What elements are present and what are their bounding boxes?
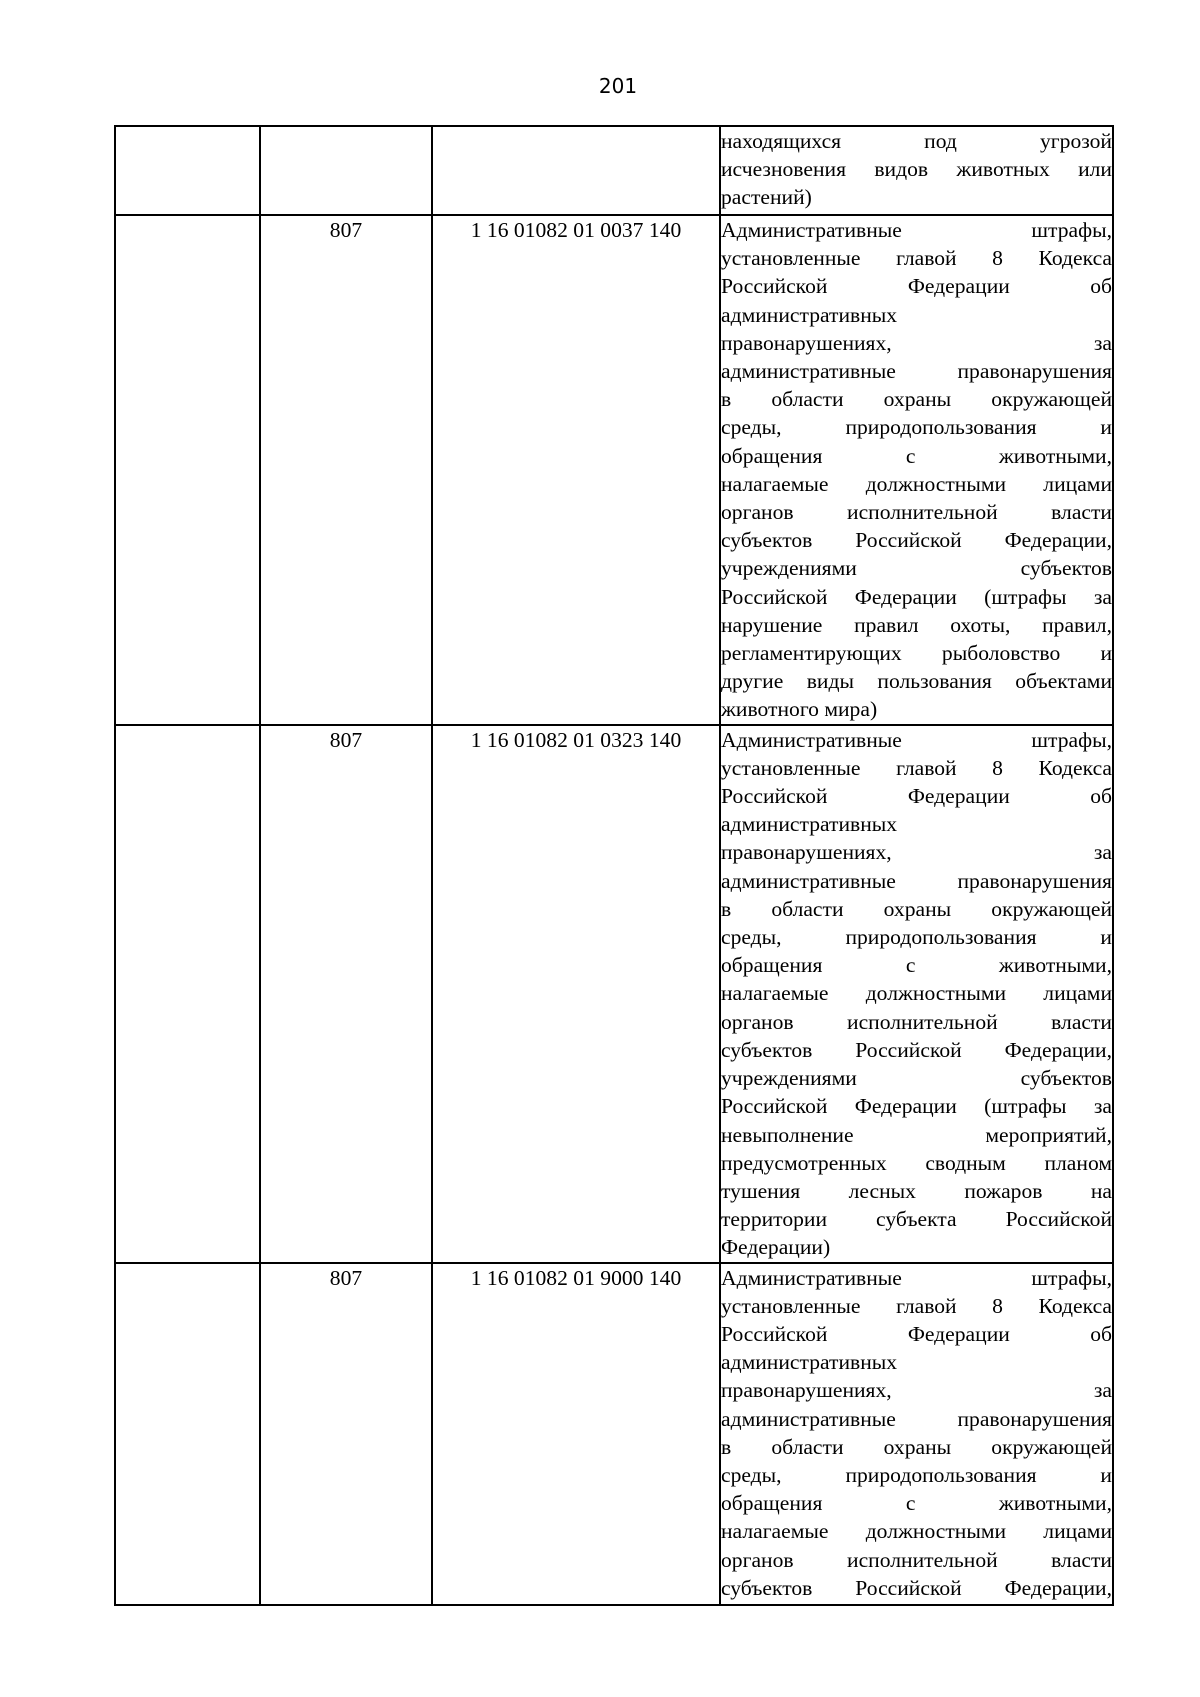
table-row — [115, 1263, 1113, 1605]
description-line: исчезновения видов животных или — [721, 157, 1112, 182]
description-line: административные правонарушения — [721, 868, 1112, 893]
description-line: административных — [721, 302, 898, 327]
description-line: Российской Федерации (штрафы за — [721, 1094, 1112, 1119]
description-line: органов исполнительной власти — [721, 1547, 1112, 1572]
kbk-code-cell — [432, 126, 720, 215]
description-cell — [720, 215, 1113, 725]
description-line: установленные главой 8 Кодекса — [721, 755, 1112, 780]
kbk-code-cell: 1 16 01082 01 0037 140 — [432, 215, 720, 725]
description-line: регламентирующих рыболовство и — [721, 641, 1112, 666]
description-line: в области охраны окружающей — [721, 387, 1112, 412]
description-line: животного мира) — [721, 697, 878, 722]
description-line: среды, природопользования и — [721, 1462, 1112, 1487]
description-line: Административные штрафы, — [721, 1265, 1112, 1290]
kbk-code-cell: 1 16 01082 01 9000 140 — [432, 1263, 720, 1605]
admin-code-cell: 807 — [260, 725, 432, 1263]
description-line: административные правонарушения — [721, 1406, 1112, 1431]
description-line: органов исполнительной власти — [721, 500, 1112, 525]
description-cell — [720, 126, 1113, 215]
description-line: правонарушениях, за — [721, 840, 1112, 865]
description-line: субъектов Российской Федерации, — [721, 1575, 1112, 1600]
description-line: установленные главой 8 Кодекса — [721, 246, 1112, 271]
description-cell — [720, 725, 1113, 1263]
description-line: тушения лесных пожаров на — [721, 1178, 1112, 1203]
description-line: Административные штрафы, — [721, 727, 1112, 752]
table-row — [115, 126, 1113, 215]
description-line: среды, природопользования и — [721, 415, 1112, 440]
description-line: учреждениями субъектов — [721, 556, 1112, 581]
page-number: 201 — [598, 74, 638, 98]
description-line: установленные главой 8 Кодекса — [721, 1293, 1112, 1318]
row-number-cell — [115, 215, 260, 725]
table-row — [115, 215, 1113, 725]
description-line: субъектов Российской Федерации, — [721, 1037, 1112, 1062]
description-line: нарушение правил охоты, правил, — [721, 612, 1112, 637]
description-line: органов исполнительной власти — [721, 1009, 1112, 1034]
budget-code-table — [114, 125, 1114, 1606]
description-line: в области охраны окружающей — [721, 1434, 1112, 1459]
description-line: среды, природопользования и — [721, 925, 1112, 950]
description-line: территории субъекта Российской — [721, 1207, 1112, 1232]
description-line: предусмотренных сводным планом — [721, 1150, 1112, 1175]
description-line: субъектов Российской Федерации, — [721, 528, 1112, 553]
description-cell — [720, 1263, 1113, 1605]
admin-code-cell: 807 — [260, 1263, 432, 1605]
table-body — [115, 126, 1113, 1605]
description-line: правонарушениях, за — [721, 1378, 1112, 1403]
description-line: Российской Федерации об — [721, 784, 1112, 809]
description-line: Административные штрафы, — [721, 218, 1112, 242]
description-line: Российской Федерации (штрафы за — [721, 584, 1112, 609]
description-line: правонарушениях, за — [721, 330, 1112, 355]
kbk-code-cell: 1 16 01082 01 0323 140 — [432, 725, 720, 1263]
table-row — [115, 725, 1113, 1263]
description-line: обращения с животными, — [721, 1491, 1112, 1516]
row-number-cell — [115, 1263, 260, 1605]
description-line: налагаемые должностными лицами — [721, 981, 1112, 1006]
admin-code-cell: 807 — [260, 215, 432, 725]
description-line: обращения с животными, — [721, 953, 1112, 978]
row-number-cell — [115, 126, 260, 215]
description-line: административные правонарушения — [721, 359, 1112, 384]
description-line: растений) — [721, 185, 812, 210]
description-line: налагаемые должностными лицами — [721, 471, 1112, 496]
description-line: административных — [721, 812, 898, 837]
row-number-cell — [115, 725, 260, 1263]
description-line: административных — [721, 1350, 898, 1375]
description-line: налагаемые должностными лицами — [721, 1519, 1112, 1544]
description-line: обращения с животными, — [721, 443, 1112, 468]
description-line: Российской Федерации об — [721, 274, 1112, 299]
description-line: учреждениями субъектов — [721, 1066, 1112, 1091]
description-line: другие виды пользования объектами — [721, 669, 1112, 694]
description-line: Российской Федерации об — [721, 1321, 1112, 1346]
description-line: в области охраны окружающей — [721, 896, 1112, 921]
admin-code-cell — [260, 126, 432, 215]
description-line: находящихся под угрозой — [721, 129, 1112, 153]
description-line: Федерации) — [721, 1235, 831, 1260]
description-line: невыполнение мероприятий, — [721, 1122, 1112, 1147]
